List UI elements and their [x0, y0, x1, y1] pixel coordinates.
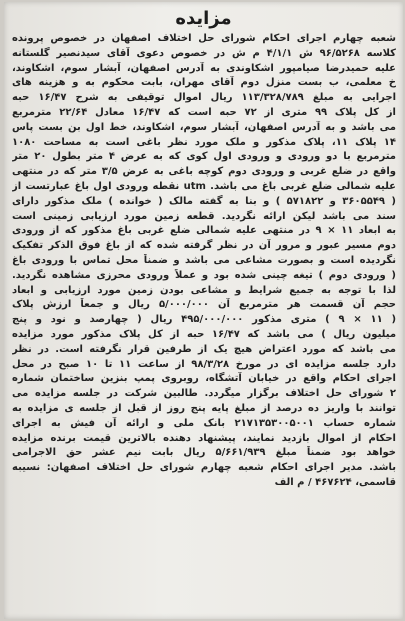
notice-line: نگردیده است و بصورت مشاعی می باشد و ضمناً محل تماس با ورودی باغ: [12, 254, 396, 266]
notice-line: حجم آن قسمت هر مترمربع آن ۵/۰۰۰/۰۰۰ ریال و جمعاً ارزش پلاک: [12, 299, 396, 311]
notice-line: ( ۱۱ × ۹ ) متری مذکور ۴۹۵/۰۰۰/۰۰۰ ریال ( چهارصد و نود و پنج: [12, 314, 396, 326]
notice-line: می باشد و به آدرس اصفهان، آبشار سوم، اشکاوند، خط اول بن بست پاس: [12, 121, 396, 133]
notice-line: می باشد که مورد اعتراض هیچ یک از طرفین قرار نگرفته است. در نظر: [12, 343, 396, 355]
notice-line: ( ورودی دوم ) تیغه چینی شده بود و عملاً ورودی محرزی مشاهده نگردید.: [12, 269, 396, 281]
notice-line: خ معلمی، ب بست منزل دوم آقای مهران، بابت محکوم به و هزینه های: [12, 77, 396, 89]
notice-line: قاسمی، ۴۶۷۶۲۴ / م الف: [274, 476, 396, 488]
notice-line: خواهد بود ضمناً مبلغ ۵/۶۶۱/۹۳۹ ریال بابت نیم عشر حق الاجرامی: [12, 447, 396, 459]
notice-body: [12, 32, 396, 592]
notice-line: ۱۴ پلاک ۱۱، پلاک مذکور و ملک مورد نظر باغی است به مساحت ۱۰۸۰: [12, 136, 396, 148]
notice-line: شعبه چهارم اجرای احکام شورای حل اختلاف اصفهان در خصوص پرونده: [12, 33, 396, 44]
notice-line: شماره حساب ۲۱۷۱۳۵۳۰۰۵۰۰۱ بانک ملی و ارائه آن فیش به اجرای: [12, 417, 396, 429]
notice-line: از کل پلاک ۹۹ متری از ۷۲ حبه است که ۱۶/۴۷ معادل ۲۲/۶۴ مترمربع: [12, 106, 396, 118]
notice-line: ( ۳۶۰۵۵۴۹ و ۵۷۱۸۲۲ ) و بنا به گفته مالک ( خوانده ) ملک مذکور دارای: [12, 195, 396, 207]
notice-line: کلاسه ۹۶/۵۲۶۸ ش ۴/۱/۱ م ش در خصوص دعوی آقای سیدنصیر گلستانه: [12, 47, 396, 59]
notice-line: اجرایی به مبلغ ۱۱۳/۳۲۸/۷۸۹ ریال اموال توقیفی به شرح ۱۶/۴۷ حبه: [12, 92, 396, 104]
notice-line: به ابعاد ۱۱ × ۹ در منتهی علیه شمالی ضلع غربی باغ مذکور که از ورودی: [12, 225, 396, 237]
notice-line: دوم مسیر عبور و مرور آن در نظر گرفته شده که از باغ فوق الذکر تفکیک: [12, 240, 396, 252]
notice-line: سند می باشد لیکن ارائه نگردید. قطعه زمین مورد ارزیابی زمینی است: [12, 210, 396, 222]
notice-line: لذا با توجه به جمیع شرایط و مشاعی بودن زمین مورد ارزیابی و ابعاد: [12, 284, 396, 296]
notice-title: مزایده: [175, 8, 232, 29]
notice-line: احکام از اموال بازدید نمایند، پیشنهاد دهنده بالاترین قیمت برنده مزایده: [12, 432, 396, 444]
notice-line: واقع در ضلع غربی و ورودی دوم کوچه باغی به عرض ۳/۵ متر که در منتهی: [12, 166, 396, 178]
newspaper-clipping: [4, 2, 403, 619]
notice-line: باشد. مدیر اجرای احکام شعبه چهارم شورای حل اختلاف اصفهان: نسیبه: [12, 462, 396, 474]
notice-line: مترمربع با دو ورودی و ورودی اول کوی که به عرض ۴ متر بطول ۲۰ متر: [12, 151, 396, 163]
notice-line: ۲ شورای حل اختلاف برگزار میگردد. طالبین شرکت در جلسه مزایده می: [12, 388, 396, 400]
notice-line: میلیون ریال ) می باشد که ۱۶/۴۷ حبه از کل پلاک مذکور مورد مزایده: [12, 328, 396, 340]
notice-line: توانند با واریز ده درصد از مبلغ پایه پنج روز از قبل از جلسه ی مزایده به: [12, 402, 396, 414]
notice-line: علیه حمیدرضا صیامپور اشکاوندی به آدرس اصفهان، آبشار سوم، اشکاوند،: [12, 62, 396, 74]
notice-line: علیه شمالی ضلع غربی باغ می باشد. utm نقطه ورودی اول باغ عبارتست از: [12, 180, 396, 192]
notice-line: دارد جلسه مزایده ای در مورخ ۹۸/۳/۲۸ از ساعت ۱۱ تا ۱۰ صبح در محل: [12, 358, 396, 370]
notice-line: اجرای احکام واقع در خیابان آتشگاه، روبروی پمپ بنزین ساختمان شماره: [12, 373, 396, 385]
